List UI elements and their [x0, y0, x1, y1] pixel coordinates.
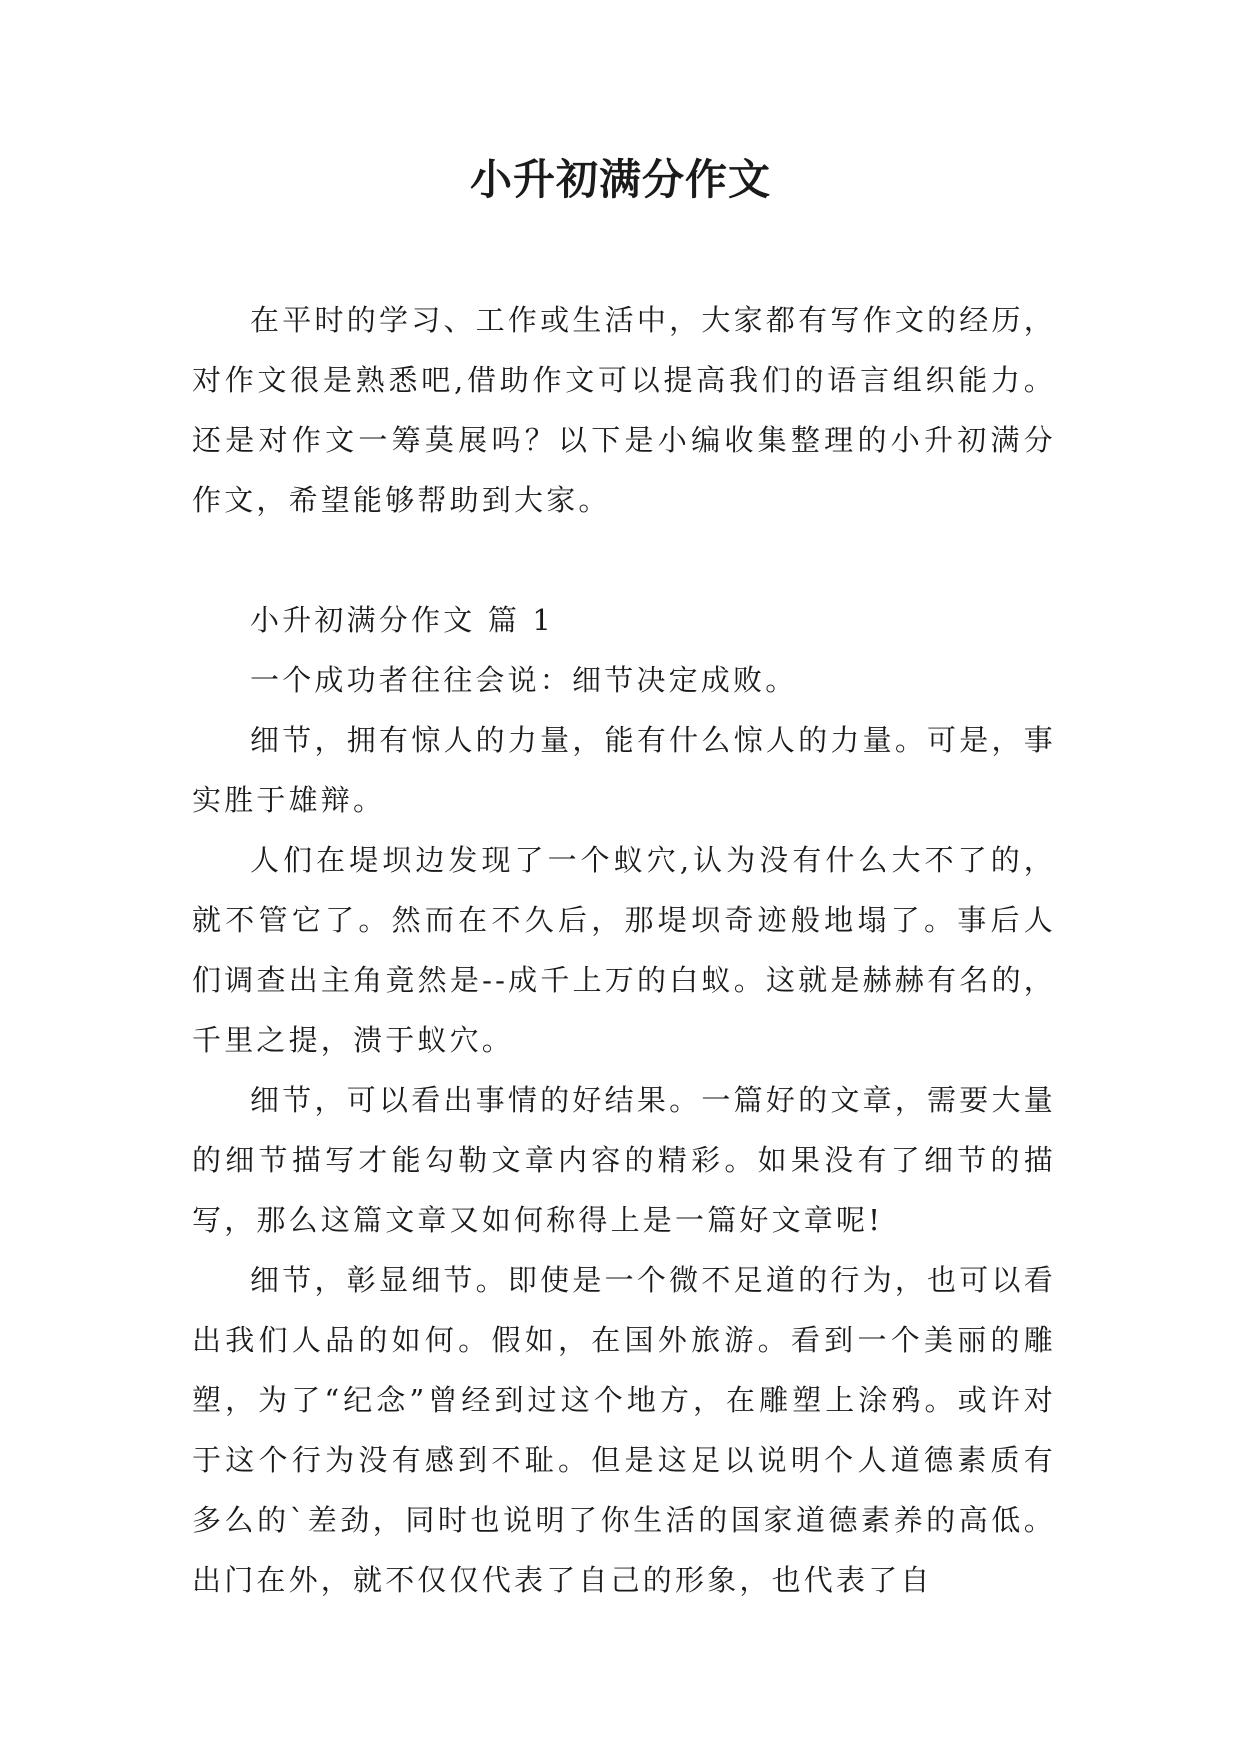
- section-heading: 小升初满分作文 篇 1: [250, 603, 555, 637]
- body-paragraph: 细节，可以看出事情的好结果。一篇好的文章，需要大量的细节描写才能勾勒文章内容的精彩。如果没有了细节的描写，那么这篇文章又如何称得上是一篇好文章呢!: [192, 1083, 1056, 1237]
- body-paragraph: 细节，拥有惊人的力量，能有什么惊人的力量。可是，事实胜于雄辩。: [192, 723, 1056, 817]
- body-paragraph: 细节，彰显细节。即使是一个微不足道的行为，也可以看出我们人品的如何。假如，在国外旅游。看到一个美丽的雕塑，为了“纪念”曾经到过这个地方，在雕塑上涂鸦。或许对于这个行为没有感到不耻。但是这足以说明个人道德素质有多么的`差劲，同时也说明了你生活的国家道德素养的高低。出门在外，就不仅仅代表了自己的形象，也代表了自: [192, 1263, 1056, 1597]
- body-paragraph: 人们在堤坝边发现了一个蚁穴,认为没有什么大不了的，就不管它了。然而在不久后，那堤坝奇迹般地塌了。事后人们调查出主角竟然是--成千上万的白蚁。这就是赫赫有名的，千里之提，溃于蚁穴。: [192, 843, 1056, 1057]
- document-title: 小升初满分作文: [469, 155, 771, 204]
- body-paragraph: 一个成功者往往会说：细节决定成败。: [250, 663, 798, 697]
- document-body: [192, 290, 1056, 1610]
- intro-paragraph: 在平时的学习、工作或生活中，大家都有写作文的经历，对作文很是熟悉吧,借助作文可以提高我们的语言组织能力。还是对作文一筹莫展吗？以下是小编收集整理的小升初满分作文，希望能够帮助到大家。: [192, 303, 1056, 517]
